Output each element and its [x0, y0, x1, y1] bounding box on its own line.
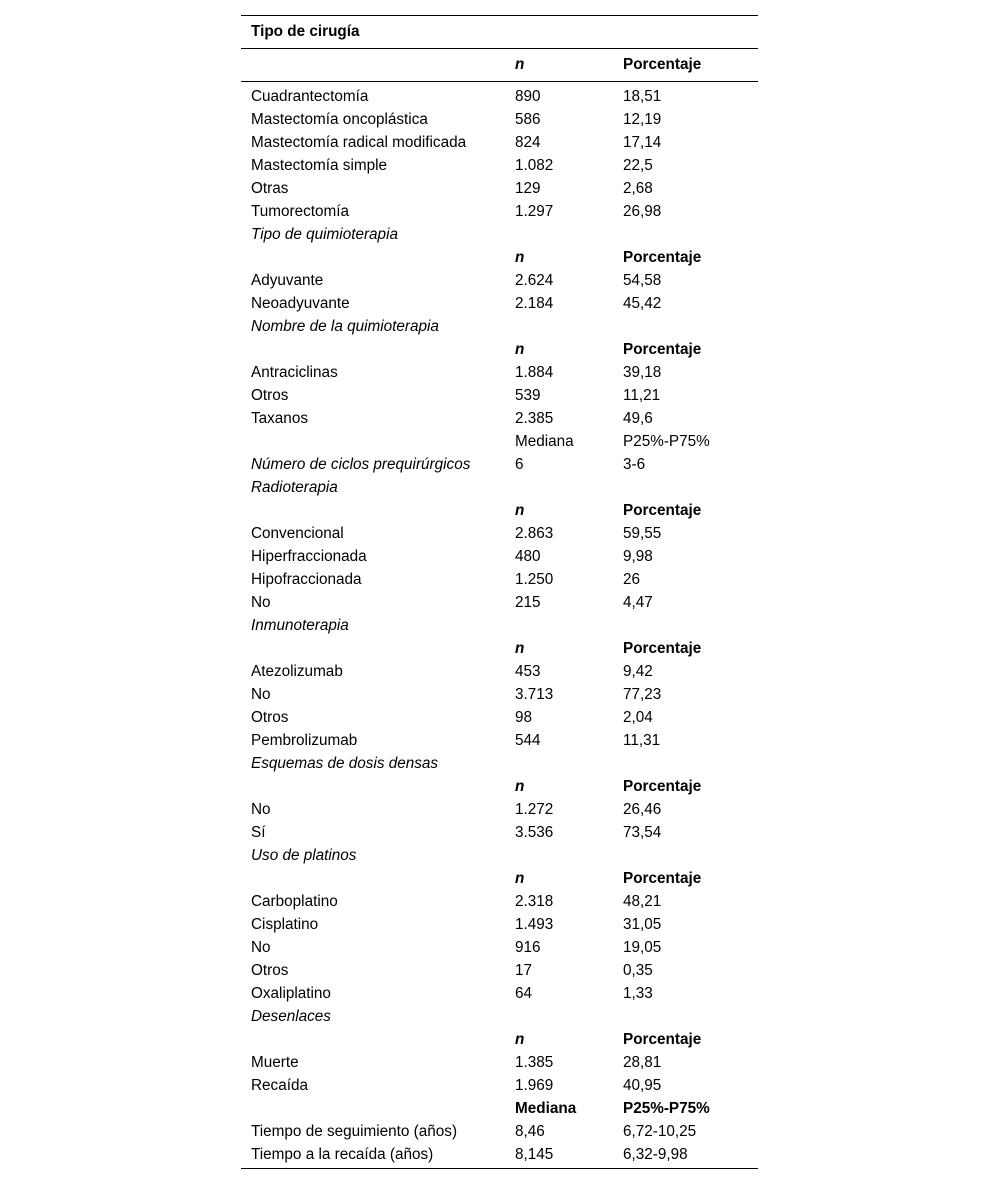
table-row — [241, 407, 758, 430]
cell-n: 8,46 — [515, 1123, 545, 1140]
table-title: Tipo de cirugía — [251, 23, 360, 40]
row-label: Taxanos — [251, 410, 308, 427]
cell-n: n — [515, 1031, 525, 1048]
cell-percentage: P25%-P75% — [623, 433, 710, 450]
cell-percentage: 26,46 — [623, 801, 662, 818]
section-header-row — [241, 775, 758, 798]
cell-n: 8,145 — [515, 1146, 554, 1163]
table-row — [241, 85, 758, 108]
table-row — [241, 131, 758, 154]
row-label: Adyuvante — [251, 272, 324, 289]
cell-percentage: Porcentaje — [623, 1031, 702, 1048]
section-header-row — [241, 637, 758, 660]
cell-n: 2.863 — [515, 525, 554, 542]
section-row — [241, 223, 758, 246]
stat-row — [241, 453, 758, 476]
cell-percentage: 17,14 — [623, 134, 662, 151]
table-row — [241, 1120, 758, 1143]
section-title: Uso de platinos — [251, 847, 357, 864]
row-label: Sí — [251, 824, 266, 841]
table-row — [241, 821, 758, 844]
cell-percentage: 6,72-10,25 — [623, 1123, 697, 1140]
cell-percentage: 2,04 — [623, 709, 653, 726]
cell-percentage: Porcentaje — [623, 502, 702, 519]
cell-n: Mediana — [515, 1100, 577, 1117]
cell-n: 2.318 — [515, 893, 554, 910]
cell-n: 215 — [515, 594, 541, 611]
row-label: Otras — [251, 180, 289, 197]
section-header-row — [241, 338, 758, 361]
table-row — [241, 660, 758, 683]
row-label: Otros — [251, 709, 289, 726]
cell-percentage: 40,95 — [623, 1077, 662, 1094]
section-title: Inmunoterapia — [251, 617, 349, 634]
row-label: Antraciclinas — [251, 364, 338, 381]
section-header-row — [241, 246, 758, 269]
row-label: Oxaliplatino — [251, 985, 331, 1002]
row-label: Mastectomía radical modificada — [251, 134, 467, 151]
section-header-row — [241, 499, 758, 522]
cell-n: n — [515, 249, 525, 266]
cell-n: 3.536 — [515, 824, 554, 841]
cell-percentage: 4,47 — [623, 594, 653, 611]
cell-n: 824 — [515, 134, 541, 151]
table-row — [241, 200, 758, 223]
cell-n: 453 — [515, 663, 541, 680]
row-label: Carboplatino — [251, 893, 338, 910]
table-row — [241, 269, 758, 292]
results-table — [241, 15, 758, 1169]
table-row — [241, 384, 758, 407]
table-row — [241, 683, 758, 706]
cell-percentage: P25%-P75% — [623, 1100, 710, 1117]
section-title: Esquemas de dosis densas — [251, 755, 439, 772]
row-label: Recaída — [251, 1077, 308, 1094]
cell-n: 2.385 — [515, 410, 554, 427]
section-row — [241, 752, 758, 775]
table-row — [241, 108, 758, 131]
cell-percentage: 26,98 — [623, 203, 662, 220]
cell-n: 17 — [515, 962, 533, 979]
cell-percentage: 28,81 — [623, 1054, 662, 1071]
table-row — [241, 706, 758, 729]
cell-percentage: Porcentaje — [623, 778, 702, 795]
cell-percentage: 73,54 — [623, 824, 662, 841]
table-row — [241, 729, 758, 752]
cell-n: 1.969 — [515, 1077, 554, 1094]
cell-percentage: 1,33 — [623, 985, 653, 1002]
table-row — [241, 591, 758, 614]
table-row — [241, 522, 758, 545]
table-row — [241, 545, 758, 568]
cell-percentage: 0,35 — [623, 962, 653, 979]
cell-percentage: 9,42 — [623, 663, 653, 680]
section-row — [241, 476, 758, 499]
section-row — [241, 614, 758, 637]
cell-percentage: 39,18 — [623, 364, 662, 381]
cell-n: n — [515, 502, 525, 519]
cell-percentage: 54,58 — [623, 272, 662, 289]
cell-percentage: Porcentaje — [623, 249, 702, 266]
row-label: No — [251, 686, 271, 703]
row-label: Convencional — [251, 525, 344, 542]
row-label: Mastectomía simple — [251, 157, 388, 174]
cell-percentage: 9,98 — [623, 548, 653, 565]
cell-n: 544 — [515, 732, 541, 749]
cell-n: 2.624 — [515, 272, 554, 289]
row-label: No — [251, 939, 271, 956]
cell-percentage: Porcentaje — [623, 640, 702, 657]
cell-n: n — [515, 778, 525, 795]
cell-percentage: 19,05 — [623, 939, 662, 956]
table-body — [241, 85, 758, 1166]
row-label: Pembrolizumab — [251, 732, 358, 749]
cell-percentage: Porcentaje — [623, 341, 702, 358]
header-n: n — [515, 56, 525, 73]
stat-header-row — [241, 430, 758, 453]
table-row — [241, 913, 758, 936]
table-row — [241, 361, 758, 384]
table-header-row — [241, 49, 758, 82]
cell-percentage: 48,21 — [623, 893, 662, 910]
cell-percentage: 11,31 — [623, 732, 661, 749]
cell-n: 480 — [515, 548, 541, 565]
row-label: Cuadrantectomía — [251, 88, 369, 105]
cell-percentage: 2,68 — [623, 180, 653, 197]
section-row — [241, 1005, 758, 1028]
cell-n: 1.884 — [515, 364, 554, 381]
cell-n: 98 — [515, 709, 533, 726]
row-label: Atezolizumab — [251, 663, 343, 680]
row-label: Mastectomía oncoplástica — [251, 111, 428, 128]
section-header-row — [241, 867, 758, 890]
cell-n: Mediana — [515, 433, 574, 450]
section-title: Tipo de quimioterapia — [251, 226, 398, 243]
section-title: Desenlaces — [251, 1008, 331, 1025]
table-row — [241, 890, 758, 913]
cell-percentage: Porcentaje — [623, 870, 702, 887]
cell-n: 1.250 — [515, 571, 554, 588]
cell-n: 3.713 — [515, 686, 554, 703]
section-header-row — [241, 1028, 758, 1051]
cell-n: 1.297 — [515, 203, 554, 220]
section-title: Radioterapia — [251, 479, 338, 496]
cell-percentage: 26 — [623, 571, 641, 588]
row-label: Otros — [251, 962, 289, 979]
cell-n: n — [515, 870, 525, 887]
table-title-row — [241, 16, 758, 49]
cell-n: n — [515, 341, 525, 358]
cell-percentage: 12,19 — [623, 111, 662, 128]
cell-n: 6 — [515, 456, 524, 473]
table-row — [241, 936, 758, 959]
cell-n: 539 — [515, 387, 541, 404]
cell-n: 64 — [515, 985, 533, 1002]
table-row — [241, 959, 758, 982]
table-row — [241, 798, 758, 821]
table-row — [241, 292, 758, 315]
row-label: Otros — [251, 387, 289, 404]
row-label: No — [251, 801, 271, 818]
cell-n: 890 — [515, 88, 541, 105]
row-label: No — [251, 594, 271, 611]
table-row — [241, 1051, 758, 1074]
row-label: Hipofraccionada — [251, 571, 362, 588]
cell-percentage: 45,42 — [623, 295, 662, 312]
table-row — [241, 1074, 758, 1097]
row-label: Cisplatino — [251, 916, 319, 933]
row-label: Tiempo a la recaída (años) — [251, 1146, 434, 1163]
row-label: Hiperfraccionada — [251, 548, 367, 565]
cell-percentage: 3-6 — [623, 456, 646, 473]
cell-n: 1.493 — [515, 916, 554, 933]
section-row — [241, 315, 758, 338]
table-row — [241, 982, 758, 1005]
cell-n: 586 — [515, 111, 541, 128]
cell-percentage: 59,55 — [623, 525, 662, 542]
table-row — [241, 177, 758, 200]
table-bottom-rule — [241, 1168, 758, 1169]
cell-n: 916 — [515, 939, 541, 956]
cell-n: n — [515, 640, 525, 657]
section-title: Nombre de la quimioterapia — [251, 318, 439, 335]
row-label: Tiempo de seguimiento (años) — [251, 1123, 458, 1140]
row-label: Neoadyuvante — [251, 295, 350, 312]
header-percentage: Porcentaje — [623, 56, 702, 73]
table-row — [241, 1143, 758, 1166]
cell-percentage: 31,05 — [623, 916, 662, 933]
stat-header-row — [241, 1097, 758, 1120]
row-label: Número de ciclos prequirúrgicos — [251, 456, 471, 473]
cell-n: 1.385 — [515, 1054, 554, 1071]
row-label: Muerte — [251, 1054, 299, 1071]
row-label: Tumorectomía — [251, 203, 350, 220]
cell-percentage: 6,32-9,98 — [623, 1146, 688, 1163]
table-row — [241, 568, 758, 591]
table-row — [241, 154, 758, 177]
cell-n: 129 — [515, 180, 541, 197]
cell-n: 1.272 — [515, 801, 554, 818]
cell-n: 2.184 — [515, 295, 554, 312]
cell-percentage: 49,6 — [623, 410, 653, 427]
cell-percentage: 77,23 — [623, 686, 662, 703]
section-row — [241, 844, 758, 867]
cell-percentage: 18,51 — [623, 88, 662, 105]
cell-percentage: 22,5 — [623, 157, 653, 174]
cell-percentage: 11,21 — [623, 387, 661, 404]
cell-n: 1.082 — [515, 157, 554, 174]
